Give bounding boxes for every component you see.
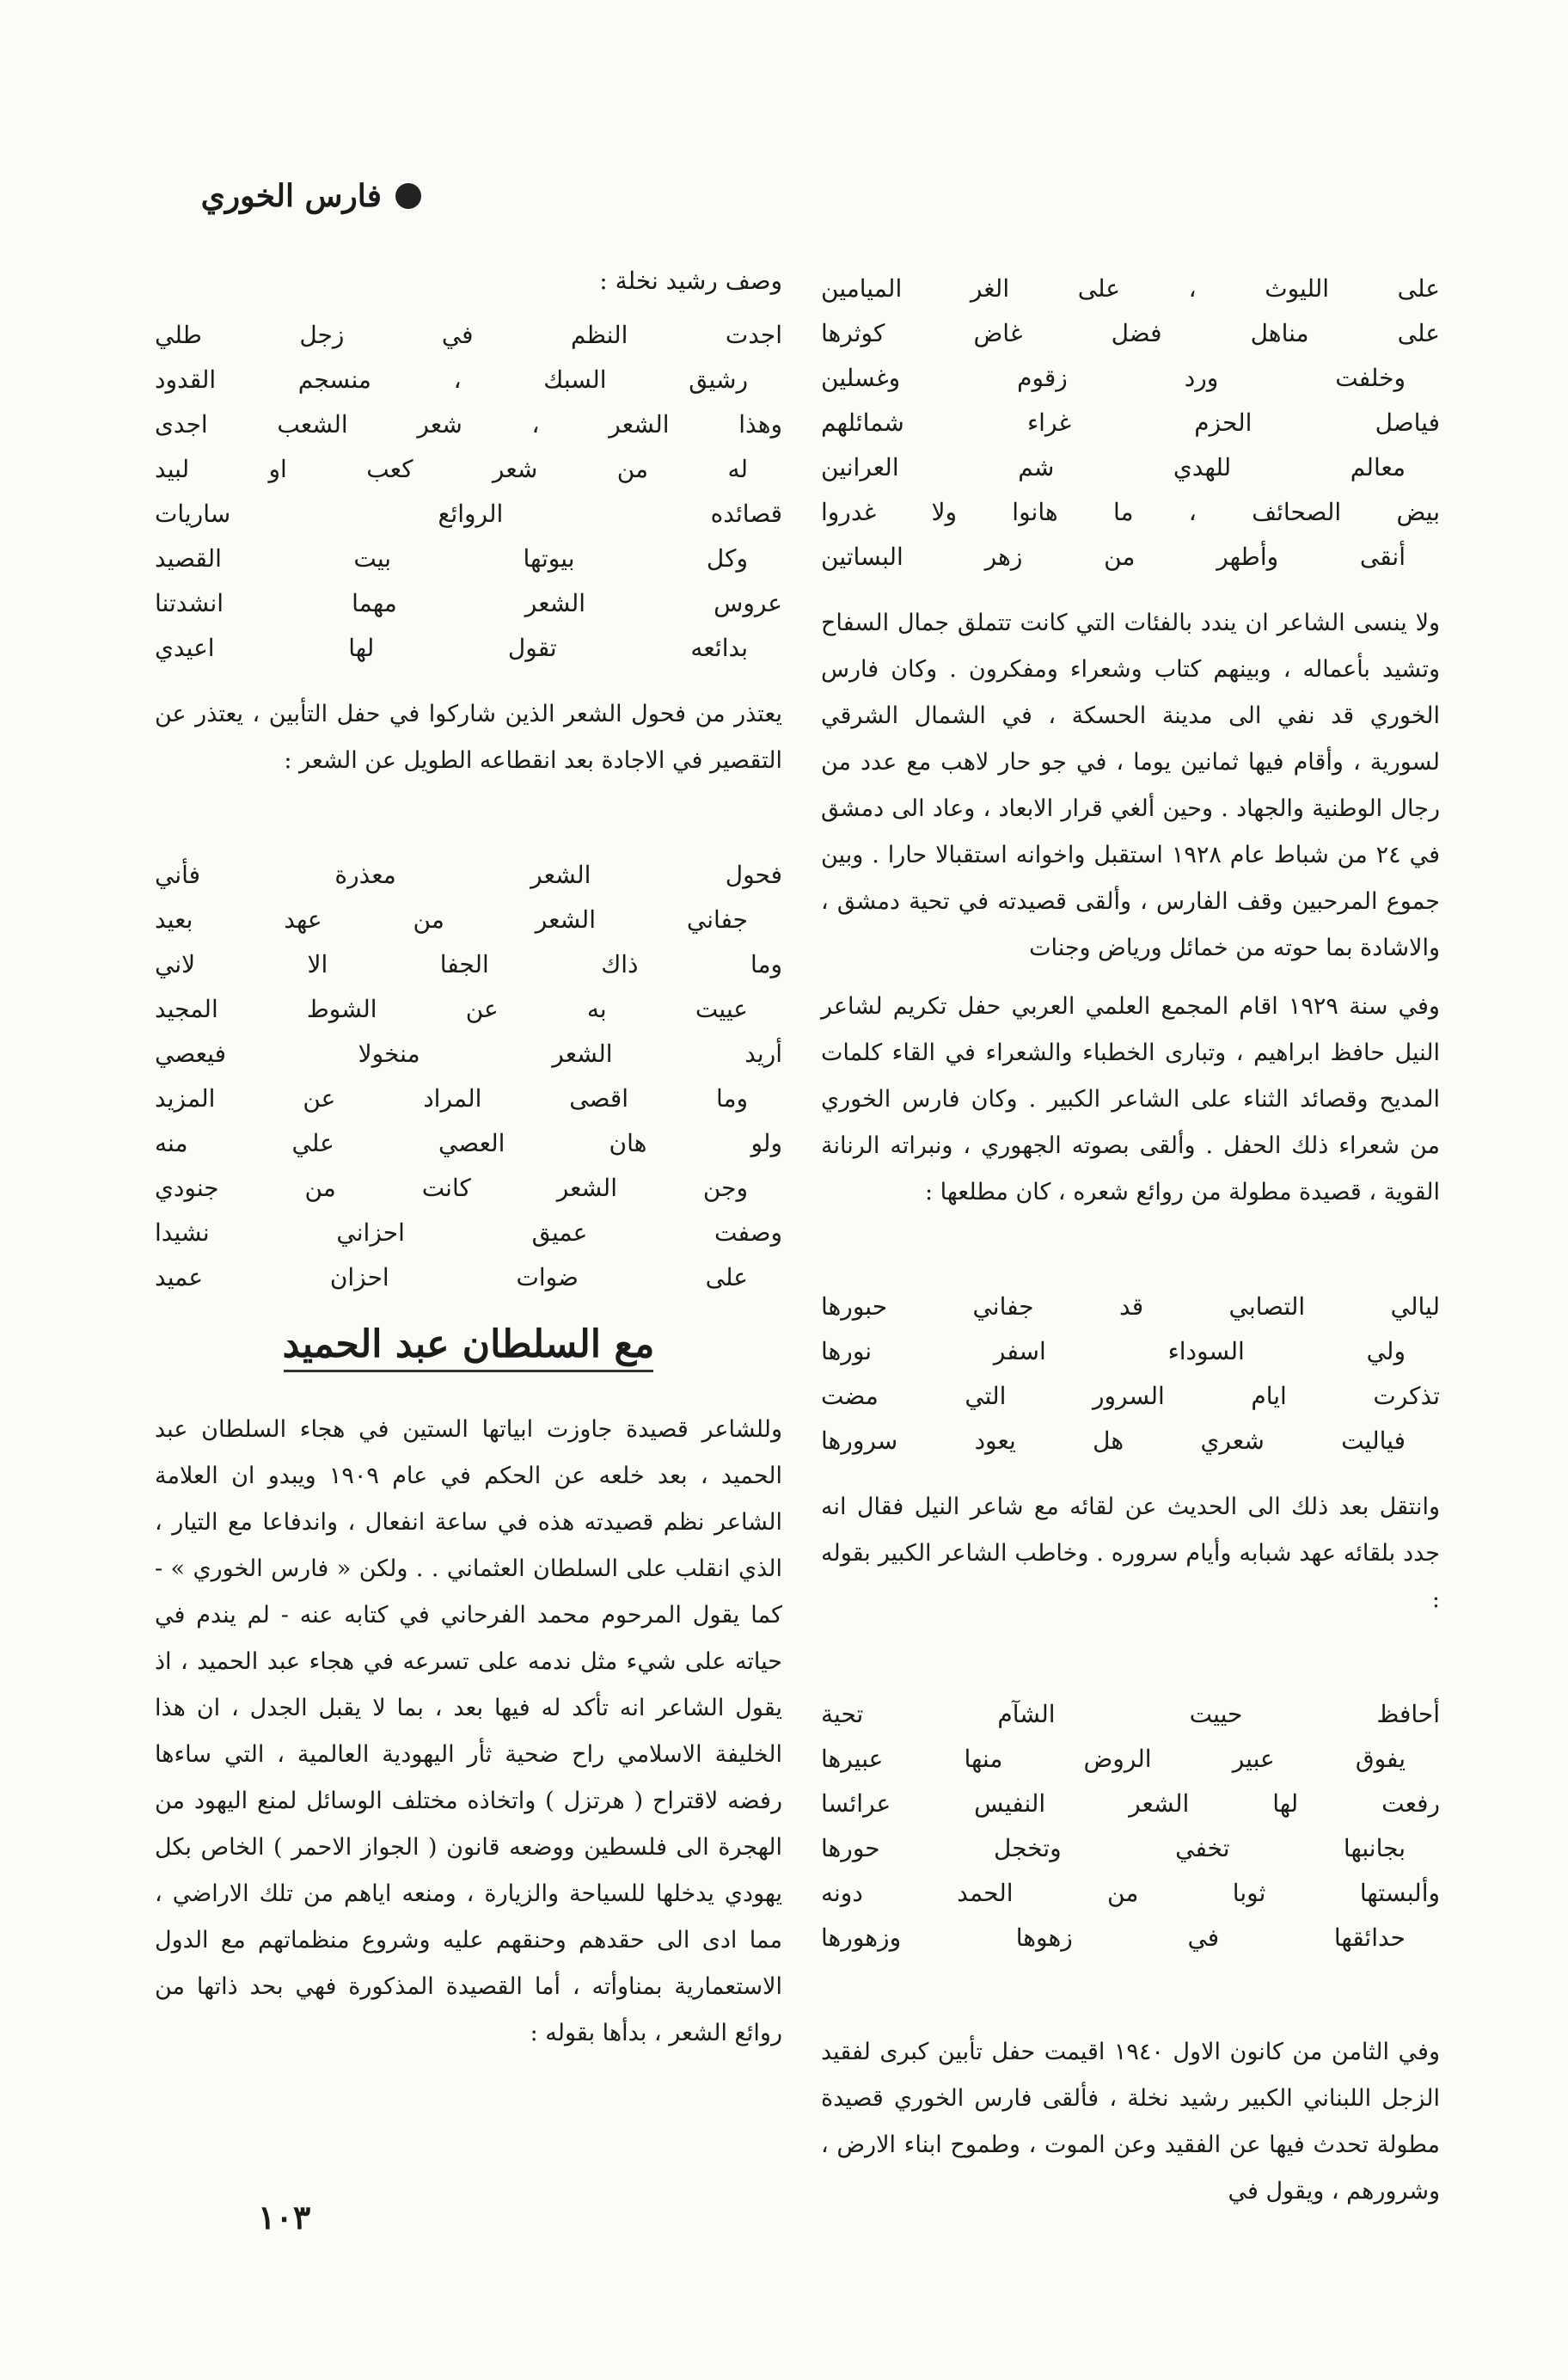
verse-line: حدائقها في زهوها وزهورها bbox=[821, 1923, 1406, 1952]
verse-line: بجانبها تخفي وتخجل حورها bbox=[821, 1834, 1406, 1862]
verse-line: معالم للهدي شم العرانين bbox=[821, 453, 1406, 482]
verse-line: اجدت النظم في زجل طلي bbox=[155, 321, 782, 349]
body-paragraph: ولا ينسى الشاعر ان يندد بالفئات التي كانت تتملق جمال السفاح وتشيد بأعماله ، وبينهم كتاب وشعراء ومفكرون . وكان فارس الخوري قد نفي الى مدينة الحسكة ، في الشمال الشرقي لسورية ، وأقام فيها ثمانين يوما ، في جو حار لاهب مع عدد من رجال الوطنية والجهاد . وحين ألغي قرار الابعاد ، وعاد الى دمشق في ٢٤ من شباط عام ١٩٢٨ استقبل واخوانه استقبالا حارا . وبين جموع المرحبين وقف الفارس ، وألقى قصيدته في تحية دمشق ، والاشادة بما حوته من خمائل ورياض وجنات bbox=[821, 610, 1441, 961]
verse-line: رفعت لها الشعر النفيس عرائسا bbox=[821, 1789, 1440, 1818]
verse-line: على ضوات احزان عميد bbox=[155, 1263, 748, 1291]
intro-line: وصف رشيد نخلة : bbox=[599, 267, 782, 295]
body-paragraph: وفي الثامن من كانون الاول ١٩٤٠ اقيمت حفل تأبين كبرى لفقيد الزجل اللبناني الكبير رشيد نخلة ، فألقى فارس الخوري قصيدة مطولة تحدث فيها عن الفقيد وعن الموت ، وطموح ابناء الارض ، وشرورهم ، ويقول في bbox=[821, 2039, 1440, 2205]
bullet-icon bbox=[395, 183, 421, 209]
verse-line: وهذا الشعر ، شعر الشعب اجدى bbox=[155, 410, 782, 439]
verse-line: قصائده الروائع ساريات bbox=[155, 500, 782, 528]
poem-block bbox=[821, 267, 1440, 580]
section-divider bbox=[284, 1370, 653, 1372]
verse-line: بيض الصحائف ، ما هانوا ولا غدروا bbox=[821, 498, 1440, 526]
verse-line: ليالي التصابي قد جفاني حبورها bbox=[821, 1292, 1440, 1321]
left-column bbox=[155, 258, 782, 2304]
verse-line: فياصل الحزم غراء شمائلهم bbox=[821, 408, 1440, 437]
verse-line: وما اقصى المراد عن المزيد bbox=[155, 1084, 748, 1113]
verse-line: على مناهل فضل غاض كوثرها bbox=[821, 319, 1440, 347]
verse-line: فحول الشعر معذرة فأني bbox=[155, 861, 782, 889]
verse-line: وجن الشعر كانت من جنودي bbox=[155, 1174, 748, 1202]
verse-line: تذكرت ايام السرور التي مضت bbox=[821, 1382, 1440, 1410]
verse-line: أنقى وأطهر من زهر البساتين bbox=[821, 543, 1406, 571]
right-column bbox=[821, 258, 1440, 2304]
verse-line: جفاني الشعر من عهد بعيد bbox=[155, 905, 748, 934]
poem-block bbox=[821, 1285, 1440, 1463]
verse-line: فياليت شعري هل يعود سرورها bbox=[821, 1426, 1406, 1455]
body-paragraph: وللشاعر قصيدة جاوزت ابياتها الستين في هجاء السلطان عبد الحميد ، بعد خلعه عن الحكم في عام ١٩٠٩ ويبدو ان العلامة الشاعر نظم قصيدته هذه في ساعة انفعال ، واندفاعا مع التيار ، الذي انقلب على السلطان العثماني . . ولكن « فارس الخوري » - كما يقول المرحوم محمد الفرحاني في كتابه عنه - لم يندم في حياته على شيء مثل ندمه على تسرعه في هجاء عبد الحميد ، اذ يقول الشاعر انه تأكد له فيها بعد ، بما لا يقبل الجدل ، ان هذا الخليفة الاسلامي راح ضحية ثأر اليهودية العالمية ، التي ساءها رفضه لاقتراح ( هرتزل ) واتخاذه مختلف الوسائل لمنع اليهود من الهجرة الى فلسطين ووضعه قانون ( الجواز الاحمر ) الخاص بكل يهودي يدخلها للسياحة والزيارة ، ومنعه اياهم من تلك الاراضي ، مما ادى الى حقدهم وحنقهم عليه وشروع منظماتهم مع الدول الاستعمارية بمناوأته ، أما القصيدة المذكورة فهي بحد ذاتها من روائع الشعر ، بدأها بقوله : bbox=[155, 1416, 783, 2046]
verse-line: عييت به عن الشوط المجيد bbox=[155, 995, 748, 1023]
header-title: فارس الخوري bbox=[200, 178, 382, 214]
running-header bbox=[138, 170, 421, 222]
body-paragraph: وفي سنة ١٩٢٩ اقام المجمع العلمي العربي حفل تكريم لشاعر النيل حافظ ابراهيم ، وتبارى الخطباء والشعراء في القاء كلمات المديح وقصائد الثناء على الشاعر الكبير . وكان فارس الخوري من شعراء ذلك الحفل . وألقى بصوته الجهوري ، ونبراته الرنانة القوية ، قصيدة مطولة من روائع شعره ، كان مطلعها : bbox=[821, 993, 1440, 1205]
verse-line: عروس الشعر مهما انشدتنا bbox=[155, 589, 782, 617]
verse-line: ولي السوداء اسفر نورها bbox=[821, 1337, 1406, 1365]
verse-line: بدائعه تقول لها اعيدي bbox=[155, 634, 748, 662]
verse-line: على الليوث ، على الغر الميامين bbox=[821, 274, 1440, 303]
verse-line: يفوق عبير الروض منها عبيرها bbox=[821, 1745, 1406, 1773]
poem-block bbox=[155, 853, 782, 1300]
verse-line: أريد الشعر منخولا فيعصي bbox=[155, 1040, 782, 1068]
verse-line: ولو هان العصي علي منه bbox=[155, 1129, 782, 1157]
verse-line: رشيق السبك ، منسجم القدود bbox=[155, 365, 748, 394]
verse-line: وما ذاك الجفا الا لاني bbox=[155, 950, 782, 978]
section-title: مع السلطان عبد الحميد bbox=[282, 1322, 655, 1366]
poem-block bbox=[155, 313, 782, 671]
verse-line: أحافظ حييت الشآم تحية bbox=[821, 1700, 1440, 1728]
body-paragraph: يعتذر من فحول الشعر الذين شاركوا في حفل التأبين ، يعتذر عن التقصير في الاجادة بعد انقطاعه الطويل عن الشعر : bbox=[155, 701, 782, 774]
verse-line: وخلفت ورد زقوم وغسلين bbox=[821, 364, 1406, 392]
page-number: ١٠٣ bbox=[258, 2198, 311, 2236]
verse-line: له من شعر كعب او لبيد bbox=[155, 455, 748, 483]
verse-line: وصفت عميق احزاني نشيدا bbox=[155, 1218, 782, 1247]
verse-line: وألبستها ثوبا من الحمد دونه bbox=[821, 1879, 1440, 1907]
body-paragraph: وانتقل بعد ذلك الى الحديث عن لقائه مع شاعر النيل فقال انه جدد بلقائه عهد شبابه وأيام سروره . وخاطب الشاعر الكبير بقوله : bbox=[821, 1494, 1440, 1613]
verse-line: وكل بيوتها بيت القصيد bbox=[155, 544, 748, 573]
poem-block bbox=[821, 1692, 1440, 1960]
